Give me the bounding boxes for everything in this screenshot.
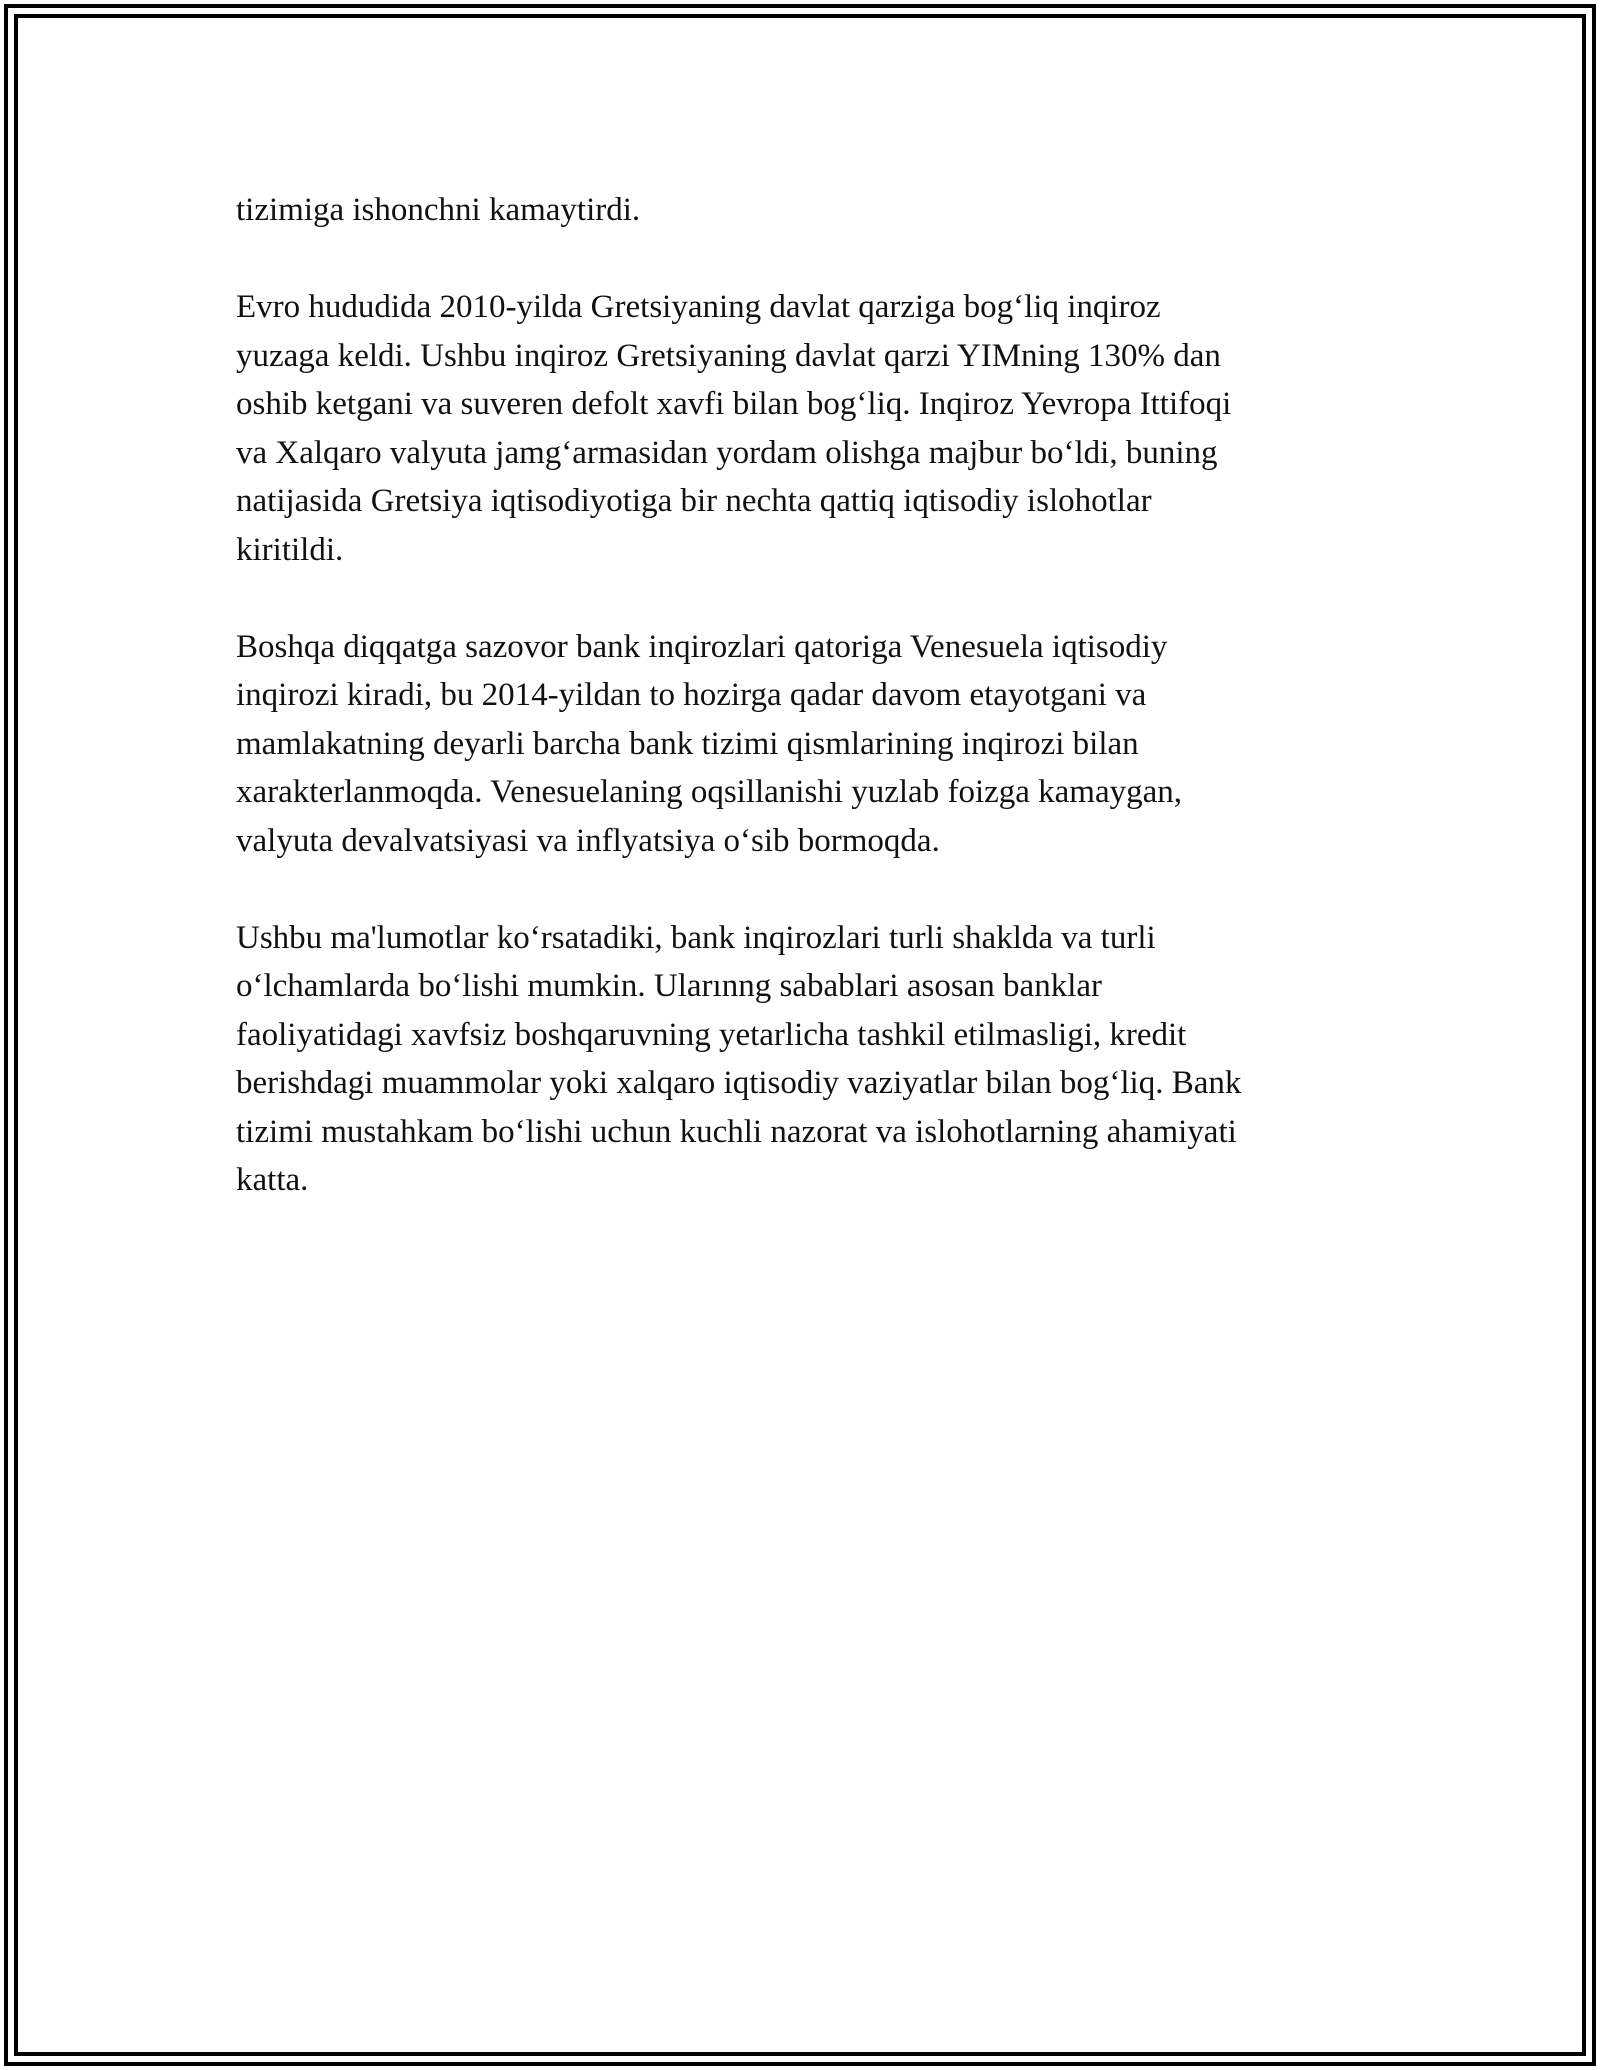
text-line: tizimi mustahkam bo‘lishi uchun kuchli nazorat va islohotlarning ahamiyati — [236, 1113, 1237, 1150]
paragraph-4 — [236, 914, 1366, 1205]
text-line: va Xalqaro valyuta jamg‘armasidan yordam olishga majbur bo‘ldi, buning — [236, 434, 1218, 471]
text-line: berishdagi muammolar yoki xalqaro iqtisodiy vaziyatlar bilan bog‘liq. Bank — [236, 1065, 1242, 1101]
text-line: natijasida Gretsiya iqtisodiyotiga bir nechta qattiq iqtisodiy islohotlar — [236, 483, 1152, 519]
paragraph-2 — [236, 283, 1366, 574]
text-line: Boshqa diqqatga sazovor bank inqirozlari qatoriga Venesuela iqtisodiy — [236, 628, 1168, 665]
text-line: mamlakatning deyarli barcha bank tizimi qismlarining inqirozi bilan — [236, 725, 1139, 762]
text-line: valyuta devalvatsiyasi va inflyatsiya o‘sib bormoqda. — [236, 822, 940, 859]
text-line: faoliyatidagi xavfsiz boshqaruvning yetarlicha tashkil etilmasligi, kredit — [236, 1016, 1187, 1053]
document-body — [236, 186, 1366, 1253]
text-line: inqirozi kiradi, bu 2014-yildan to hozirga qadar davom etayotgani va — [236, 677, 1147, 713]
paragraph-3 — [236, 623, 1366, 866]
text-line: yuzaga keldi. Ushbu inqiroz Gretsiyaning davlat qarzi YIMning 130% dan — [236, 337, 1221, 374]
text-line: tizimiga ishonchni kamaytirdi. — [236, 192, 641, 228]
text-line: o‘lchamlarda bo‘lishi mumkin. Ularınng sabablari asosan banklar — [236, 968, 1103, 1004]
text-line: katta. — [236, 1162, 309, 1198]
text-line: Evro hududida 2010-yilda Gretsiyaning davlat qarziga bog‘liq inqiroz — [236, 289, 1161, 325]
text-line: xarakterlanmoqda. Venesuelaning oqsillanishi yuzlab foizga kamaygan, — [236, 774, 1183, 810]
text-line: Ushbu ma'lumotlar ko‘rsatadiki, bank inqirozlari turli shaklda va turli — [236, 919, 1156, 956]
text-line: oshib ketgani va suveren defolt xavfi bilan bog‘liq. Inqiroz Yevropa Ittifoqi — [236, 386, 1232, 422]
paragraph-1 — [236, 186, 1366, 235]
text-line: kiritildi. — [236, 531, 344, 568]
